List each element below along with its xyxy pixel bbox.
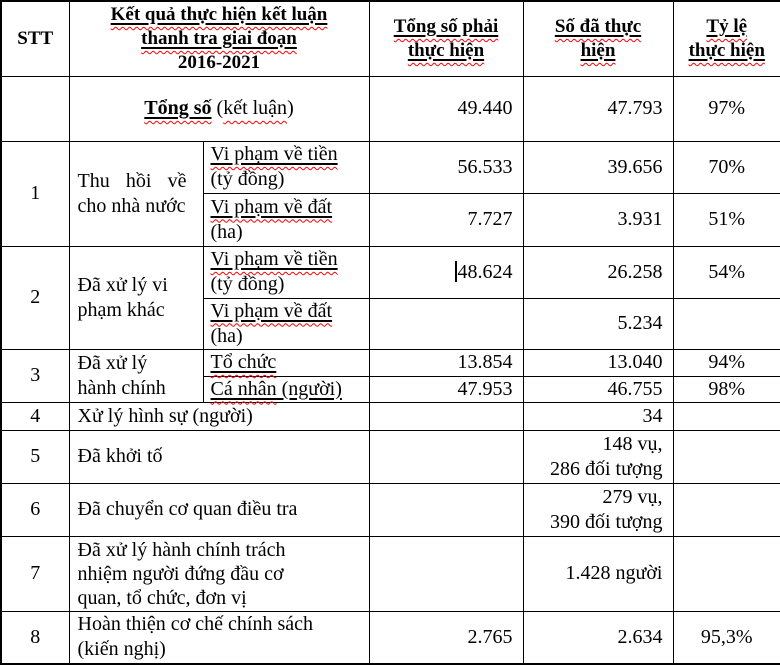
row6-label-cell[interactable]: Đã chuyển cơ quan điều tra	[69, 483, 369, 536]
row2-sub2-label-cell[interactable]	[203, 298, 369, 349]
header-done-line2: hiện	[524, 39, 673, 63]
header-rate-line1: Tỷ lệ	[674, 15, 780, 39]
sub-label-line1: Vi phạm về đất	[211, 299, 365, 324]
row5-rate-cell[interactable]	[673, 430, 780, 483]
header-done[interactable]	[523, 1, 673, 76]
row2-sub1-done-cell[interactable]: 26.258	[523, 246, 673, 298]
sub-label-line2: (tỷ đồng)	[211, 167, 365, 192]
header-done-line1: Số đã thực	[524, 15, 673, 39]
row3-sub1-rate-cell[interactable]: 94%	[673, 349, 780, 376]
row2-sub2-must-cell[interactable]	[369, 298, 523, 349]
sub-label-line2: (tỷ đồng)	[211, 272, 365, 297]
header-rate[interactable]	[673, 1, 780, 76]
header-stt-label: STT	[17, 28, 53, 49]
row3-sub2-done-cell[interactable]: 46.755	[523, 376, 673, 402]
row2-sub1-must-cell[interactable]	[369, 246, 523, 298]
row1-sub1-must-cell[interactable]: 56.533	[369, 141, 523, 193]
row3-stt-cell[interactable]: 3	[1, 349, 69, 402]
row8-label-cell[interactable]: Hoàn thiện cơ chế chính sách (kiến nghị)	[69, 611, 369, 664]
header-rate-line2: thực hiện	[674, 39, 780, 63]
row1-sub1-label-cell[interactable]	[203, 141, 369, 193]
row4-label-cell[interactable]: Xử lý hình sự (người)	[69, 402, 369, 430]
text-cursor	[455, 261, 457, 282]
table-row	[1, 141, 780, 193]
table-header-row	[1, 1, 780, 76]
row1-sub2-rate-cell[interactable]: 51%	[673, 193, 780, 246]
row4-stt-cell[interactable]: 4	[1, 402, 69, 430]
total-stt-cell[interactable]	[1, 76, 69, 141]
row5-stt-cell[interactable]: 5	[1, 430, 69, 483]
row5-label-cell[interactable]: Đã khởi tố	[69, 430, 369, 483]
row4-rate-cell[interactable]	[673, 402, 780, 430]
done-value-line1: 148 vụ,	[524, 432, 663, 457]
header-total-must-line2: thực hiện	[370, 39, 523, 63]
row6-must-cell[interactable]	[369, 483, 523, 536]
row2-category-cell[interactable]: Đã xử lý vi phạm khác	[69, 246, 203, 349]
header-stt[interactable]	[1, 1, 69, 76]
total-label-word: kết luận	[223, 97, 287, 119]
row6-stt-cell[interactable]: 6	[1, 483, 69, 536]
total-label-paren-close: )	[287, 97, 294, 119]
table-row	[1, 611, 780, 664]
table-row	[1, 483, 780, 536]
sub-label-line2: (ha)	[211, 220, 365, 245]
row4-must-cell[interactable]	[369, 402, 523, 430]
table-row	[1, 246, 780, 298]
row2-stt-cell[interactable]: 2	[1, 246, 69, 349]
row3-category-cell[interactable]: Đã xử lý hành chính	[69, 349, 203, 402]
row1-sub1-done-cell[interactable]: 39.656	[523, 141, 673, 193]
total-label-cell[interactable]	[69, 76, 369, 141]
done-value-line2: 390 đối tượng	[524, 510, 663, 535]
row6-done-cell[interactable]	[523, 483, 673, 536]
total-done-cell[interactable]: 47.793	[523, 76, 673, 141]
row3-sub1-must-cell[interactable]: 13.854	[369, 349, 523, 376]
total-label-bold: Tổng số	[144, 97, 211, 119]
row1-stt-cell[interactable]: 1	[1, 141, 69, 246]
cell-value: 48.624	[458, 261, 513, 283]
table-row	[1, 536, 780, 611]
sub-label-line1: Vi phạm về đất	[211, 195, 365, 220]
total-row	[1, 76, 780, 141]
done-value-line1: 279 vụ,	[524, 485, 663, 510]
row7-label-cell[interactable]: Đã xử lý hành chính trách nhiệm người đứng đầu cơ quan, tổ chức, đơn vị	[69, 536, 369, 611]
row3-sub2-must-cell[interactable]: 47.953	[369, 376, 523, 402]
row1-sub1-rate-cell[interactable]: 70%	[673, 141, 780, 193]
row7-stt-cell[interactable]: 7	[1, 536, 69, 611]
row2-sub1-rate-cell[interactable]: 54%	[673, 246, 780, 298]
total-label-paren-open: (	[212, 97, 224, 119]
table-row	[1, 430, 780, 483]
table-row	[1, 402, 780, 430]
header-total-must-line1: Tổng số phải	[370, 15, 523, 39]
header-result-title[interactable]	[69, 1, 369, 76]
done-value-line2: 286 đối tượng	[524, 457, 663, 482]
row7-rate-cell[interactable]	[673, 536, 780, 611]
row8-stt-cell[interactable]: 8	[1, 611, 69, 664]
table-row	[1, 349, 780, 376]
row2-sub2-done-cell[interactable]: 5.234	[523, 298, 673, 349]
row8-must-cell[interactable]: 2.765	[369, 611, 523, 664]
row3-sub1-label-cell[interactable]: Tổ chức	[203, 349, 369, 376]
row2-sub1-label-cell[interactable]	[203, 246, 369, 298]
sub-label-line1: Vi phạm về tiền	[211, 247, 365, 272]
row5-must-cell[interactable]	[369, 430, 523, 483]
row1-sub2-done-cell[interactable]: 3.931	[523, 193, 673, 246]
row7-done-cell[interactable]: 1.428 người	[523, 536, 673, 611]
row4-done-cell[interactable]: 34	[523, 402, 673, 430]
row3-sub2-rate-cell[interactable]: 98%	[673, 376, 780, 402]
header-result-line1: Kết quả thực hiện kết luận	[70, 3, 369, 27]
row8-rate-cell[interactable]: 95,3%	[673, 611, 780, 664]
row3-sub2-label-cell[interactable]: Cá nhân (người)	[203, 376, 369, 402]
row1-sub2-label-cell[interactable]	[203, 193, 369, 246]
total-must-cell[interactable]: 49.440	[369, 76, 523, 141]
row5-done-cell[interactable]	[523, 430, 673, 483]
row6-rate-cell[interactable]	[673, 483, 780, 536]
row1-category-cell[interactable]: Thu hồi về cho nhà nước	[69, 141, 203, 246]
row2-sub2-rate-cell[interactable]	[673, 298, 780, 349]
row3-sub1-done-cell[interactable]: 13.040	[523, 349, 673, 376]
header-total-must[interactable]	[369, 1, 523, 76]
row1-sub2-must-cell[interactable]: 7.727	[369, 193, 523, 246]
sub-label-line1: Vi phạm về tiền	[211, 142, 365, 167]
row7-must-cell[interactable]	[369, 536, 523, 611]
sub-label-line2: (ha)	[211, 324, 365, 349]
total-rate-cell[interactable]: 97%	[673, 76, 780, 141]
row8-done-cell[interactable]: 2.634	[523, 611, 673, 664]
header-result-line3: 2016-2021	[70, 51, 369, 75]
header-result-line2: thanh tra giai đoạn	[70, 27, 369, 51]
